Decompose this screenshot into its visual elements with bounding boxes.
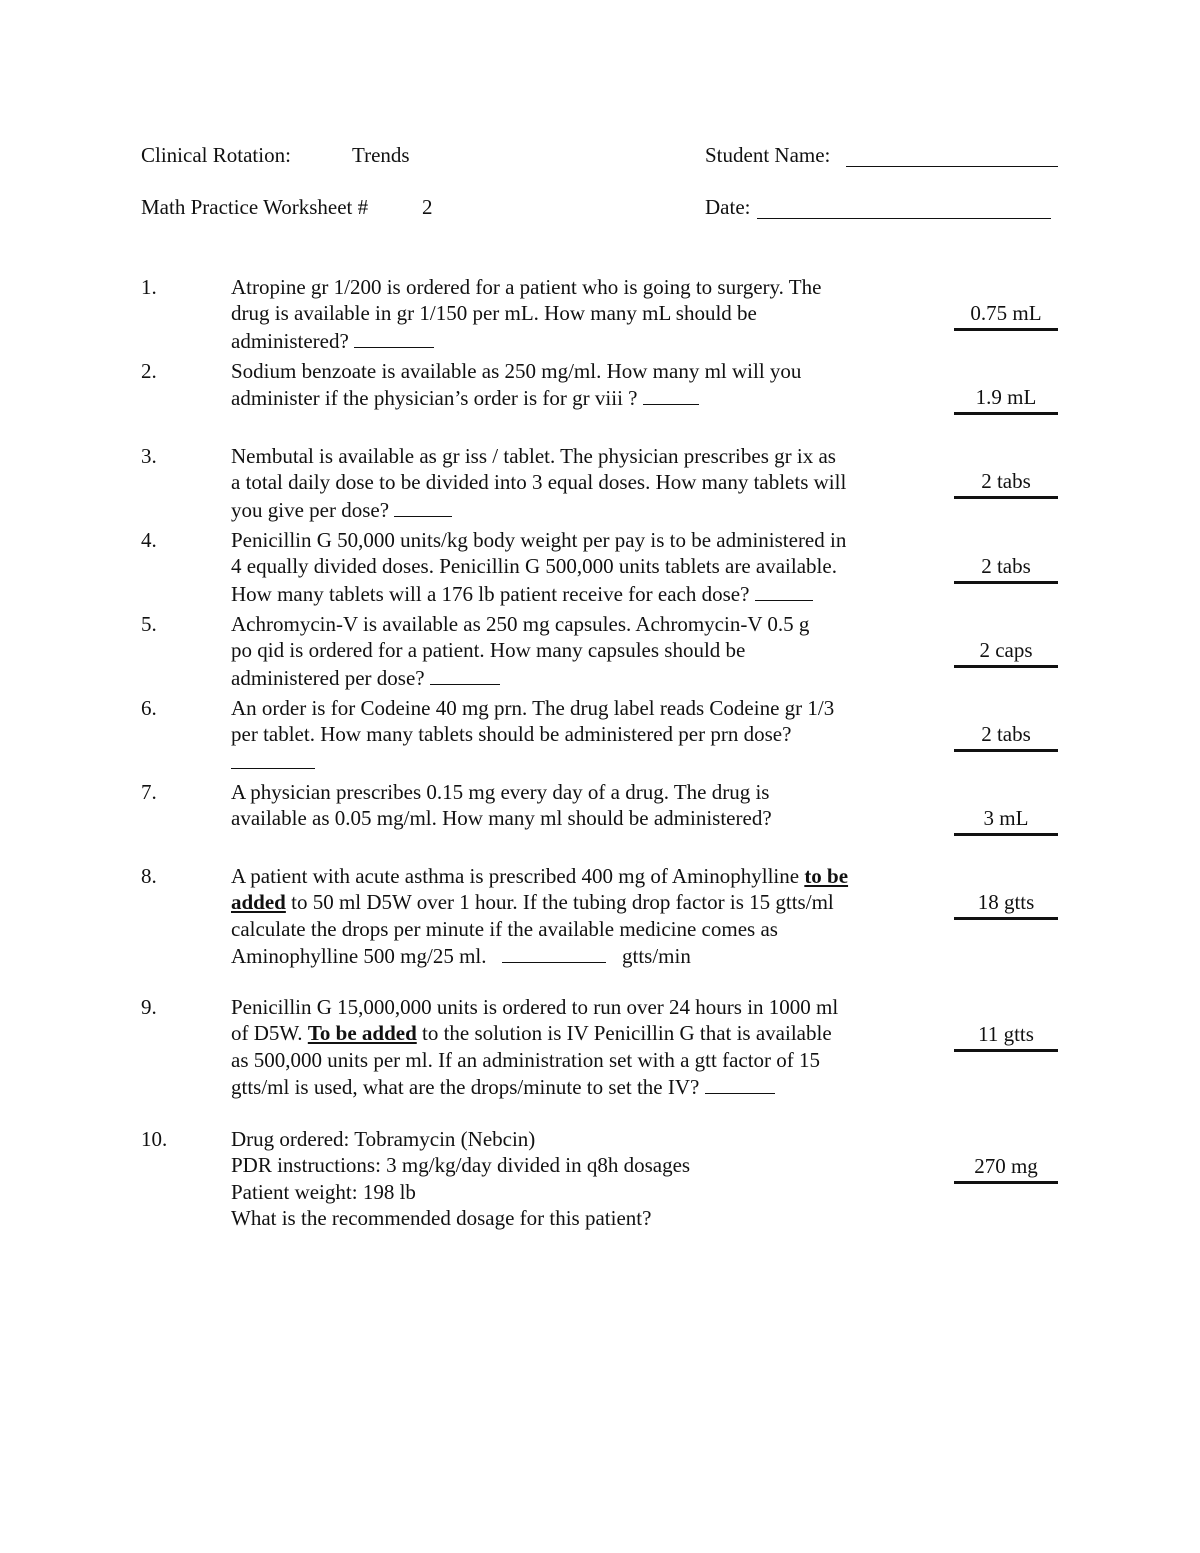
question-line: How many tablets will a 176 lb patient receive for each dose? [231,580,946,606]
question-line: po qid is ordered for a patient. How many capsules should be [231,638,746,663]
question-line: administer if the physician’s order is for gr viii ? [231,384,946,410]
question-text [231,863,946,968]
question-line: administered per dose? [231,664,946,690]
date-label: Date: [705,195,751,219]
answer-blank[interactable] [755,580,813,601]
question-line: Atropine gr 1/200 is ordered for a patient who is going to surgery. The [231,275,822,299]
question-line: A patient with acute asthma is prescribed 400 mg of Aminophylline to be [231,864,849,888]
question-number: 1. [141,275,157,299]
question-line: drug is available in gr 1/150 per mL. How many mL should be [231,301,757,326]
question-number: 9. [141,995,157,1019]
answer-value: 270 mg [954,1153,1058,1184]
answer-value: 0.75 mL [954,300,1058,331]
question-line: 4 equally divided doses. Penicillin G 500,000 units tablets are available. [231,554,837,579]
question-text [231,527,946,606]
question-line: A physician prescribes 0.15 mg every day of a drug. The drug is [231,780,770,804]
emphasis-text: to be [804,864,849,888]
answer-blank[interactable] [354,327,434,348]
question-text [231,695,946,774]
question-line [231,748,946,774]
question-line: Sodium benzoate is available as 250 mg/ml. How many ml will you [231,359,802,383]
question-line: Nembutal is available as gr iss / tablet. The physician prescribes gr ix as [231,444,836,468]
question-line: Penicillin G 50,000 units/kg body weight per pay is to be administered in [231,528,847,552]
question-line: Penicillin G 15,000,000 units is ordered to run over 24 hours in 1000 ml [231,995,839,1019]
question-line: Aminophylline 500 mg/25 ml. gtts/min [231,943,691,968]
question-line: An order is for Codeine 40 mg prn. The drug label reads Codeine gr 1/3 [231,696,835,720]
question-text [231,274,946,353]
emphasis-text: To be added [307,1021,417,1046]
question-line: Patient weight: 198 lb [231,1179,416,1204]
worksheet-label: Math Practice Worksheet # [141,195,369,219]
answer-blank[interactable] [502,942,606,963]
student-name-label: Student Name: [705,143,831,167]
question-line: added to 50 ml D5W over 1 hour. If the tubing drop factor is 15 gtts/ml [231,890,834,915]
question-number: 7. [141,780,157,804]
question-line: calculate the drops per minute if the available medicine comes as [231,916,778,941]
answer-blank[interactable] [643,384,699,405]
answer-blank[interactable] [705,1073,775,1094]
question-line: as 500,000 units per ml. If an administration set with a gtt factor of 15 [231,1047,821,1072]
question-text [231,994,946,1099]
question-number: 3. [141,444,157,468]
answer-value: 2 tabs [954,721,1058,752]
question-text [231,611,946,690]
question-line: you give per dose? [231,496,946,522]
question-text [231,358,946,411]
answer-value: 1.9 mL [954,384,1058,415]
date-field[interactable] [757,218,1051,219]
student-name-field[interactable] [846,166,1058,167]
answer-value: 2 tabs [954,468,1058,499]
question-number: 5. [141,612,157,636]
question-line: PDR instructions: 3 mg/kg/day divided in q8h dosages [231,1153,691,1178]
question-line: What is the recommended dosage for this patient? [231,1205,652,1230]
question-line: Achromycin-V is available as 250 mg capsules. Achromycin-V 0.5 g [231,612,810,636]
question-line: gtts/ml is used, what are the drops/minute to set the IV? [231,1073,946,1099]
answer-value: 3 mL [954,805,1058,836]
question-text [231,443,946,522]
question-number: 2. [141,359,157,383]
question-number: 4. [141,528,157,552]
question-line: available as 0.05 mg/ml. How many ml should be administered? [231,806,772,831]
answer-blank[interactable] [394,496,452,517]
question-line: administered? [231,327,946,353]
question-number: 8. [141,864,157,888]
answer-value: 18 gtts [954,889,1058,920]
question-text [231,1126,946,1231]
rotation-label: Clinical Rotation: [141,143,291,167]
emphasis-text: added [231,890,286,915]
worksheet-number: 2 [422,195,433,219]
answer-blank[interactable] [231,748,315,769]
question-line: of D5W. To be added to the solution is IV Penicillin G that is available [231,1021,832,1046]
question-text [231,779,946,832]
question-line: a total daily dose to be divided into 3 equal doses. How many tablets will [231,470,847,495]
answer-value: 11 gtts [954,1021,1058,1052]
answer-value: 2 caps [954,637,1058,668]
question-line: Drug ordered: Tobramycin (Nebcin) [231,1127,536,1151]
rotation-value: Trends [352,143,410,167]
question-line: per tablet. How many tablets should be administered per prn dose? [231,722,792,747]
question-number: 10. [141,1127,168,1151]
question-number: 6. [141,696,157,720]
answer-value: 2 tabs [954,553,1058,584]
answer-blank[interactable] [430,664,500,685]
